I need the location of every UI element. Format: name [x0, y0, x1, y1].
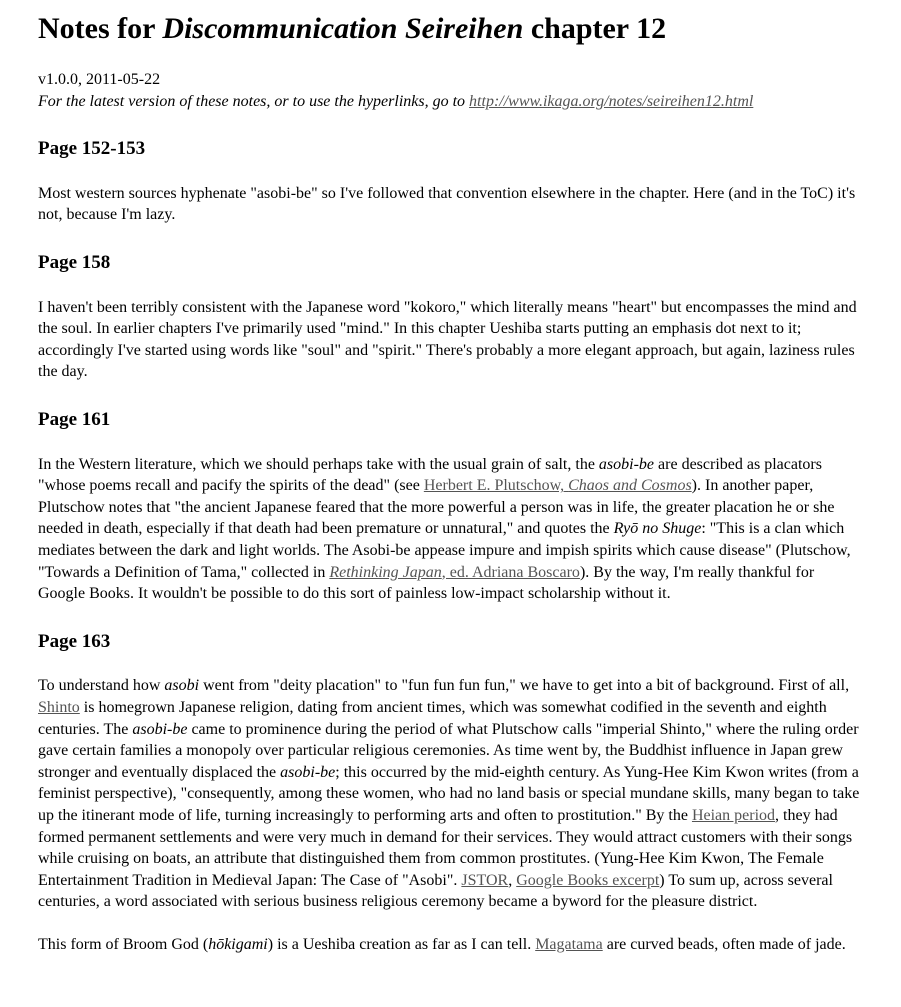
text-run: Most western sources hyphenate "asobi-be" so I've followed that convention elsewhere in the chapter. Here (and in the ToC) it's not, because I'm lazy. — [38, 184, 856, 224]
text-link[interactable]: , ed. Adriana Boscaro — [441, 563, 580, 581]
section-paragraph — [38, 183, 865, 226]
version-text: v1.0.0, 2011-05-22 — [38, 71, 161, 88]
text-link[interactable]: Rethinking Japan — [329, 563, 442, 581]
text-run: Notes for — [38, 12, 163, 45]
section-heading: Page 152-153 — [38, 138, 146, 160]
text-run: chapter 12 — [523, 12, 667, 45]
page-title — [38, 12, 865, 45]
section-paragraph — [38, 297, 865, 383]
section-page-163 — [38, 629, 865, 956]
text-run: : "This is a clan which mediates between the dark and light worlds. The Asobi-be appease impure and impish spirits which cause disease" (Plutschow, "Towards a Definition of Tama," collected in — [38, 520, 851, 581]
section-page-161 — [38, 407, 865, 605]
section-heading: Page 161 — [38, 409, 111, 431]
text-run: For the latest version of these notes, or to use the hyperlinks, go to — [38, 92, 470, 110]
text-run: ; this occurred by the mid-eighth century. As Yung-Hee Kim Kwon writes (from a feminist perspective), "consequently, among these women, who had no land basis or special mundane skills, many began to take up the itinerant mode of life, turning increasingly to performing arts and often to prostitution." By the — [38, 763, 860, 825]
text-run: came to prominence during the period of what Plutschow calls "imperial Shinto," where the ruling order gave certain families a monopoly over particular religious ceremonies. As time went by, the Buddhist influence in Japan grew stronger and eventually displaced the — [38, 720, 859, 781]
text-link[interactable]: Heian period — [691, 807, 776, 825]
text-run: are described as placators "whose poems recall and pacify the spirits of the dead" (see — [38, 455, 822, 495]
text-run: ) To sum up, across several centuries, a word associated with serious business religious ceremony became a byword for the pleasure district. — [38, 871, 833, 911]
text-run: I haven't been terribly consistent with the Japanese word "kokoro," which literally means "heart" but encompasses the mind and the soul. In earlier chapters I've primarily used "mind." In this chapter Ueshiba starts putting an emphasis dot next to it; accordingly I've started using words like "soul" and "spirit." There's probably a more elegant approach, but again, laziness rules the day. — [38, 298, 857, 381]
document-meta — [38, 69, 865, 112]
text-link[interactable]: JSTOR — [461, 871, 509, 889]
text-run: Ryō no Shuge — [613, 520, 702, 538]
text-link[interactable]: Herbert E. Plutschow, — [423, 477, 569, 495]
section-heading: Page 158 — [38, 252, 111, 274]
section-heading: Page 163 — [38, 630, 111, 652]
latest-version-note — [38, 93, 753, 110]
text-run: , — [508, 871, 517, 889]
text-run: Discommunication Seireihen — [162, 12, 524, 45]
text-run: hōkigami — [208, 936, 268, 953]
text-run: asobi-be — [132, 720, 188, 738]
section-page-158 — [38, 250, 865, 383]
notes-content — [38, 136, 865, 955]
text-run: asobi-be — [598, 455, 655, 473]
text-run: ). By the way, I'm really thankful for Google Books. It wouldn't be possible to do this sort of painless low-impact scholarship without it. — [38, 563, 815, 603]
text-run: went from "deity placation" to "fun fun fun fun," we have to get into a bit of background. First of all, — [199, 677, 850, 695]
section-paragraph — [38, 454, 865, 605]
text-run: This form of Broom God ( — [38, 936, 209, 953]
text-run: ). In another paper, Plutschow notes that "the ancient Japanese feared that the more powerful a person was in life, the greater placation he or she needed in death, especially if that death had been premature or unnatural," and quotes the — [38, 477, 835, 538]
text-link[interactable]: Chaos and Cosmos — [568, 477, 692, 495]
text-run: In the Western literature, which we should perhaps take with the usual grain of salt, the — [38, 455, 599, 473]
text-run: asobi-be — [280, 763, 336, 781]
text-link[interactable]: Magatama — [535, 936, 603, 953]
section-paragraph — [38, 934, 865, 956]
text-run: ) is a Ueshiba creation as far as I can tell. — [267, 936, 536, 953]
section-paragraph — [38, 675, 865, 913]
text-run: To understand how — [38, 677, 165, 695]
section-page-152-153 — [38, 136, 865, 226]
text-link[interactable]: http://www.ikaga.org/notes/seireihen12.html — [469, 92, 754, 110]
text-link[interactable]: Google Books excerpt — [516, 871, 660, 889]
text-run: is homegrown Japanese religion, dating from ancient times, which was somewhat codified in the seventh and eighth centuries. The — [38, 699, 827, 738]
text-run: are curved beads, often made of jade. — [602, 936, 846, 953]
text-run: asobi — [164, 677, 200, 695]
text-link[interactable]: Shinto — [38, 699, 80, 717]
text-run: , they had formed permanent settlements and were very much in demand for their services. They would attract customers with their songs while cruising on boats, an attribute that distinguished them from common prostitutes. (Yung-Hee Kim Kwon, The Female Entertainment Tradition in Medieval Japan: The Case of "Asobi". — [38, 807, 853, 889]
